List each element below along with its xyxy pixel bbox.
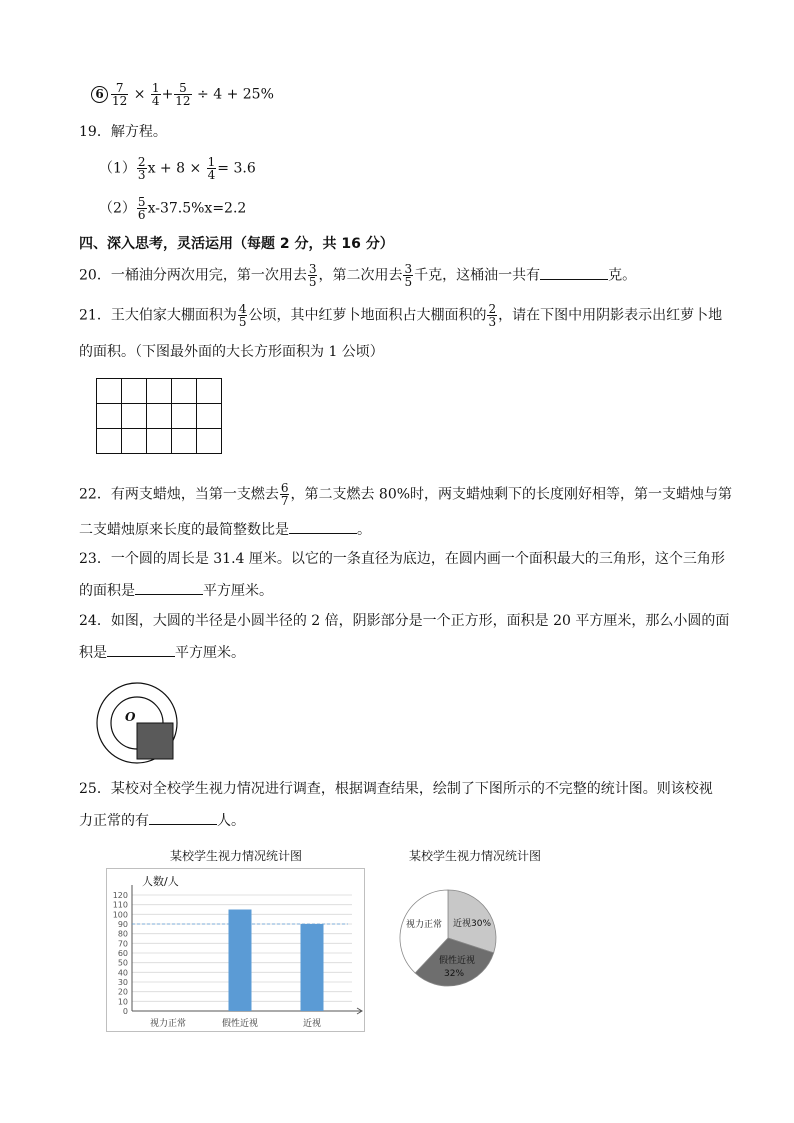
y-tick-label: 10 [117,997,128,1007]
pie-label-normal: 视力正常 [406,920,443,930]
fraction: $\frac{5}{6}$ [137,195,146,222]
q19-title: 19．解方程。 [79,124,167,140]
q23-line-1: 23．一个圆的周长是 31.4 厘米。以它的一条直径为底边，在圆内画一个面积最大的三角形，这个三角形 [79,551,725,567]
chart-title: 某校学生视力情况统计图 [169,849,303,863]
x-tick-label: 假性近视 [221,1019,259,1029]
fraction: $\frac{5}{12}$ [175,81,191,108]
y-tick-label: 0 [122,1007,128,1016]
q20: 20．一桶油分两次用完，第一次用去 $\frac{3}{5}$ ，第二次用去 $\frac{3}{5}$ 千克，这桶油一共有 克。 [79,262,637,289]
fraction: $\frac{2}{3}$ [137,155,146,182]
fraction: $\frac{4}{5}$ [238,302,247,329]
q23-line-2: 的面积是 平方厘米。 [79,580,273,601]
q24-line-1: 24．如图，大圆的半径是小圆半径的 2 倍，阴影部分是一个正方形，面积是 20 平方厘米，那么小圆的面 [79,613,730,629]
pie-label-pseudo: 假性近视 [439,956,476,966]
q21-line-1: 21．王大伯家大棚面积为 $\frac{4}{5}$ 公顷，其中红萝卜地面积占大棚面积的 $\frac{2}{3}$ ，请在下图中用阴影表示出红萝卜地 [79,302,723,329]
section-heading: 四、深入思考，灵活运用（每题 2 分，共 16 分） [79,236,394,252]
fraction: $\frac{1}{4}$ [151,81,160,108]
q21-grid-diagram[interactable] [96,378,224,456]
q24-line-2: 积是 平方厘米。 [79,642,245,663]
y-tick-label: 90 [117,920,128,929]
y-tick-label: 40 [117,968,128,978]
q22-line-2: 二支蜡烛原来长度的最简整数比是 。 [79,519,371,540]
y-tick-label: 50 [117,958,128,968]
q21-line-2: 的面积。（下图最外面的大长方形面积为 1 公顷） [79,344,384,360]
shaded-square [137,723,173,759]
pie-label-pseudo-pct: 32% [444,969,465,979]
q25-line-1: 25．某校对全校学生视力情况进行调查，根据调查结果，绘制了下图所示的不完整的统计图。则该校视 [79,781,713,797]
q22-line-1: 22．有两支蜡烛，当第一支燃去 $\frac{6}{7}$ ，第二支燃去 80%时，两支蜡烛剩下的长度刚好相等，第一支蜡烛与第 [79,481,733,508]
fraction: $\frac{1}{4}$ [207,155,216,182]
center-label: O [125,710,136,724]
answer-blank[interactable] [107,642,175,657]
y-tick-label: 120 [112,891,128,900]
q18-item-6: 6 $\frac{7}{12}$ × $\frac{1}{4}$ + $\frac{5}{12}$ ÷ 4 + 25% [91,82,274,107]
y-tick-label: 110 [112,900,128,910]
bar-chart [106,843,366,1033]
y-tick-label: 20 [117,987,128,997]
answer-blank[interactable] [149,810,217,825]
answer-blank[interactable] [540,265,608,280]
bar-1 [229,910,252,1012]
q19-equation-1: （1） $\frac{2}{3}$ x + 8 × $\frac{1}{4}$ = 3.6 [99,155,256,182]
q24-circle-diagram [94,680,180,766]
q25-line-2: 力正常的有 人。 [79,810,245,831]
fraction: $\frac{3}{5}$ [404,262,413,289]
fraction: $\frac{6}{7}$ [280,481,289,508]
y-tick-label: 100 [112,910,128,920]
y-tick-label: 30 [117,978,128,987]
x-tick-label: 近视 [302,1019,322,1029]
y-tick-label: 80 [117,929,128,939]
pie-label-myopia: 近视30% [453,919,492,929]
y-tick-label: 60 [117,949,128,958]
fraction: $\frac{7}{12}$ [112,81,128,108]
circled-number: 6 [91,86,108,103]
bar-2 [301,924,324,1011]
x-tick-label: 视力正常 [149,1019,187,1029]
answer-blank[interactable] [289,519,357,534]
pie-chart [392,843,567,993]
q19-equation-2: （2） $\frac{5}{6}$ x-37.5%x=2.2 [99,195,247,222]
y-axis-label: 人数/人 [142,875,179,888]
y-tick-label: 70 [117,939,128,949]
answer-blank[interactable] [135,580,203,595]
fraction: $\frac{2}{3}$ [488,302,497,329]
chart-title: 某校学生视力情况统计图 [408,849,542,863]
fraction: $\frac{3}{5}$ [308,262,317,289]
